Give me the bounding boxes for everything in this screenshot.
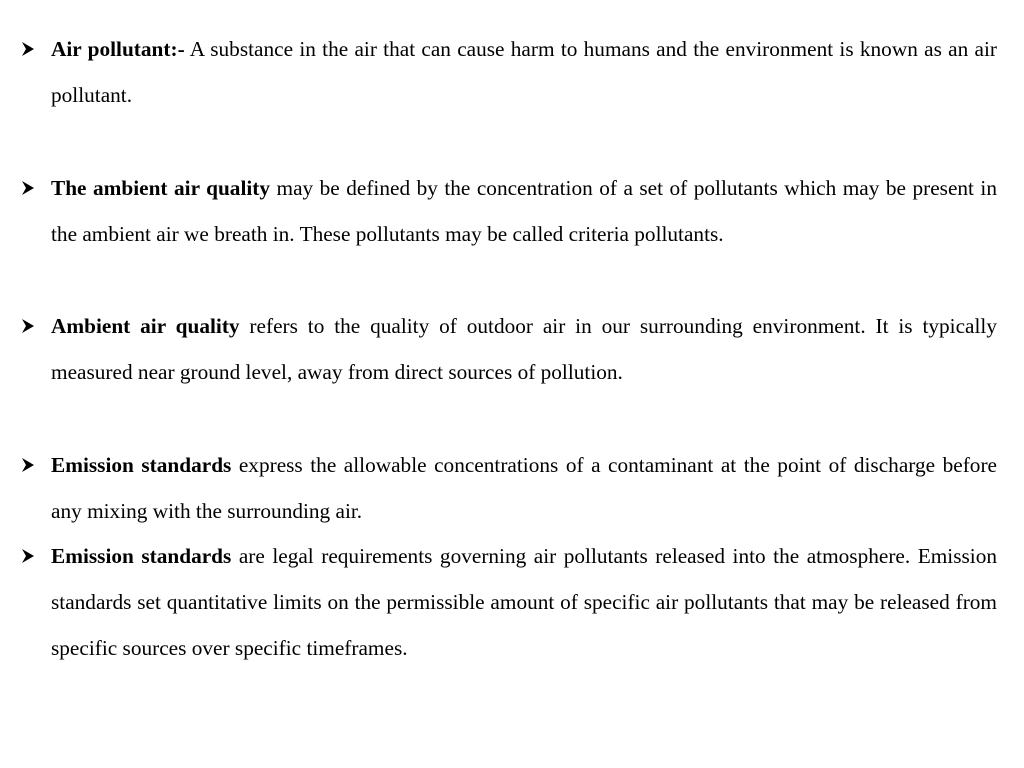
bullet-emission-standards-legal bbox=[51, 533, 997, 671]
bullet-text: refers to the quality of outdoor air in our surrounding environment. It is typically measured near ground level, away from direct sources of pollution. bbox=[51, 314, 997, 384]
bullet-ambient-air-quality-definition bbox=[51, 165, 997, 257]
bullet-term: The ambient air quality bbox=[51, 176, 271, 200]
bullet-air-pollutant bbox=[51, 26, 997, 118]
arrowhead-bullet-icon bbox=[21, 165, 45, 211]
bullet-term: Emission standards bbox=[51, 544, 232, 568]
arrowhead-bullet-icon bbox=[21, 442, 45, 488]
bullet-ambient-air-quality bbox=[51, 303, 997, 395]
bullet-text: A substance in the air that can cause harm to humans and the environment is known as an air pollutant. bbox=[51, 37, 997, 107]
bullet-text: are legal requirements governing air pollutants released into the atmosphere. Emission standards set quantitative limits on the permissible amount of specific air pollutants that may be released from specific sources over specific timeframes. bbox=[51, 544, 997, 660]
bullet-text: may be defined by the concentration of a set of pollutants which may be present in the ambient air we breath in. These pollutants may be called criteria pollutants. bbox=[51, 176, 998, 246]
arrowhead-bullet-icon bbox=[21, 26, 45, 72]
bullet-term: Air pollutant:- bbox=[51, 37, 185, 61]
bullet-term: Ambient air quality bbox=[51, 314, 240, 338]
bullet-emission-standards-concentration bbox=[51, 442, 997, 534]
bullet-term: Emission standards bbox=[51, 453, 232, 477]
arrowhead-bullet-icon bbox=[21, 303, 45, 349]
arrowhead-bullet-icon bbox=[21, 533, 45, 579]
bullet-text: express the allowable concentrations of a contaminant at the point of discharge before any mixing with the surrounding air. bbox=[51, 453, 997, 523]
